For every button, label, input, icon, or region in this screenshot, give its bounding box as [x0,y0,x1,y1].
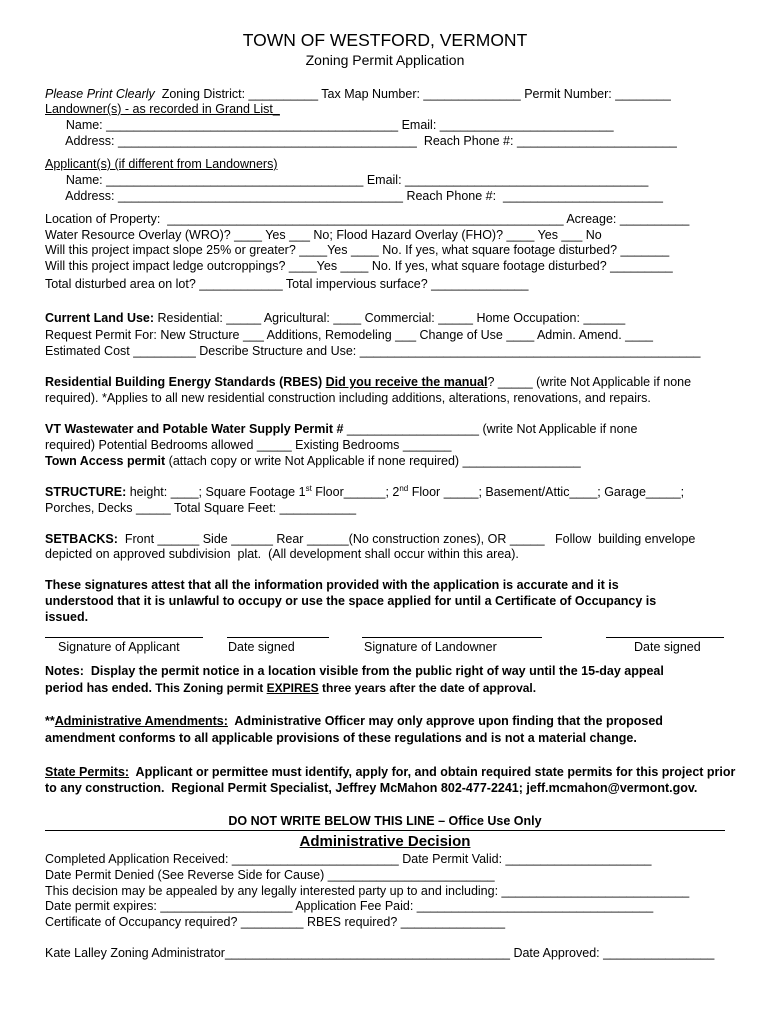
attestation-line-1: These signatures attest that all the information provided with the application is accurate and it is [45,578,619,592]
landowner-signature-label: Signature of Landowner [364,640,497,654]
form-title: TOWN OF WESTFORD, VERMONT [242,30,528,50]
wastewater-label: VT Wastewater and Potable Water Supply Permit # [45,422,344,436]
appeal-line: This decision may be appealed by any legally interested party up to and including: ___________________________ [45,884,690,898]
rbes-label: Residential Building Energy Standards (RBES) [45,375,326,389]
estimated-cost-line: Estimated Cost _________ Describe Structure and Use: _________________________________________________ [45,344,701,358]
applicant-address-line: Address: _________________________________________ Reach Phone #: _______________________ [45,189,663,203]
subdivision-line: depicted on approved subdivision plat. (All development shall occur within this area). [45,547,519,561]
landowner-address-line: Address: ___________________________________________ Reach Phone #: _______________________ [45,134,677,148]
rbes-manual-question: Did you receive the manual [325,375,488,389]
land-use-line: Current Land Use: Residential: _____ Agricultural: ____ Commercial: _____ Home Occupation: ______ [45,311,626,325]
permit-denied-line: Date Permit Denied (See Reverse Side for Cause) ________________________ [45,868,495,882]
setbacks-label: SETBACKS: [45,532,118,546]
land-use-label: Current Land Use: [45,311,155,325]
form-subtitle: Zoning Permit Application [305,52,465,68]
state-permits-line-2: to any construction. Regional Permit Specialist, Jeffrey McMahon 802-477-2241; jeff.mcmahon@vermont.gov. [45,781,698,795]
applicant-signature-label: Signature of Applicant [58,640,180,654]
zoning-administrator-line: Kate Lalley Zoning Administrator_________________________________________ Date Approved: ________________ [45,946,715,960]
rbes-line: Residential Building Energy Standards (RBES) Did you receive the manual? _____ (write Not Applicable if none [45,375,692,389]
notes-line-2: period has ended. This Zoning permit EXPIRES three years after the date of approval. [45,681,537,695]
slope-line: Will this project impact slope 25% or greater? ____Yes ____ No. If yes, what square footage disturbed? _______ [45,243,670,257]
town-access-line: Town Access permit (attach copy or write Not Applicable if none required) _________________ [45,454,581,468]
landowner-heading: Landowner(s) - as recorded in Grand List_ [45,102,280,116]
certificate-occupancy-line: Certificate of Occupancy required? _________ RBES required? _______________ [45,915,506,929]
date-signed-line-2[interactable] [606,637,724,638]
zoning-info-line [45,87,671,102]
state-permits-label: State Permits: [45,765,130,779]
office-use-banner: DO NOT WRITE BELOW THIS LINE – Office Use Only [228,814,542,828]
town-access-label: Town Access permit [45,454,166,468]
admin-amendments-label: Administrative Amendments: [54,714,228,728]
ledge-line: Will this project impact ledge outcroppings? ____Yes ____ No. If yes, what square footage disturbed? _________ [45,259,673,273]
date-signed-line-1[interactable] [227,637,329,638]
permit-expires-line: Date permit expires: ___________________ Application Fee Paid: __________________________________ [45,899,654,913]
rbes-note-line: required). *Applies to all new residential construction including additions, alterations, renovations, and repairs. [45,391,651,405]
admin-amendments-line-2: amendment conforms to all applicable provisions of these regulations and is not a material change. [45,731,637,745]
date-signed-label-2: Date signed [634,640,701,654]
porches-line: Porches, Decks _____ Total Square Feet: ___________ [45,501,357,515]
expires-label: EXPIRES [266,681,319,695]
landowner-signature-line[interactable] [362,637,542,638]
location-line: Location of Property: _________________________________________________________ Acreage: __________ [45,212,690,226]
admin-amendments-line-1: **Administrative Amendments: Administrative Officer may only approve upon finding that the proposed [45,714,663,728]
completed-application-line: Completed Application Received: ________________________ Date Permit Valid: _____________________ [45,852,652,866]
setbacks-line: SETBACKS: Front ______ Side ______ Rear ______(No construction zones), OR _____ Follow building envelope [45,532,696,546]
applicant-name-line: Name: _____________________________________ Email: ___________________________________ [45,173,649,187]
attestation-line-2: understood that it is unlawful to occupy or use the space applied for until a Certificate of Occupancy is [45,594,657,608]
office-divider [45,830,725,831]
bedrooms-line: required) Potential Bedrooms allowed _____ Existing Bedrooms _______ [45,438,452,452]
overlay-line: Water Resource Overlay (WRO)? ____ Yes ___ No; Flood Hazard Overlay (FHO)? ____ Yes ___ No [45,228,602,242]
landowner-name-line: Name: __________________________________________ Email: _________________________ [45,118,614,132]
wastewater-line: VT Wastewater and Potable Water Supply Permit # ___________________ (write Not Applicable if none [45,422,638,436]
applicant-signature-line[interactable] [45,637,203,638]
attestation-line-3: issued. [45,610,89,624]
structure-label: STRUCTURE: [45,485,127,499]
request-permit-line: Request Permit For: New Structure ___ Additions, Remodeling ___ Change of Use ____ Admin. Amend. ____ [45,328,653,342]
notes-label: Notes: Display [45,664,139,678]
zoning-district-fields: Zoning District: __________ Tax Map Number: ______________ Permit Number: ________ [154,87,671,101]
date-signed-label-1: Date signed [228,640,295,654]
disturbed-area-line: Total disturbed area on lot? ____________ Total impervious surface? ______________ [45,277,529,291]
applicant-heading: Applicant(s) (if different from Landowners) [45,157,278,171]
print-clearly-label: Please Print Clearly [45,87,155,101]
state-permits-line-1: State Permits: Applicant or permittee must identify, apply for, and obtain required state permits for this project prior [45,765,736,779]
administrative-decision-heading: Administrative Decision [299,833,471,850]
structure-line: STRUCTURE: height: ____; Square Footage 1st Floor______; 2nd Floor _____; Basement/Attic____; Garage_____; [45,483,685,499]
notes-line-1: Notes: Display the permit notice in a location visible from the public right of way until the 15-day appeal [45,664,664,678]
